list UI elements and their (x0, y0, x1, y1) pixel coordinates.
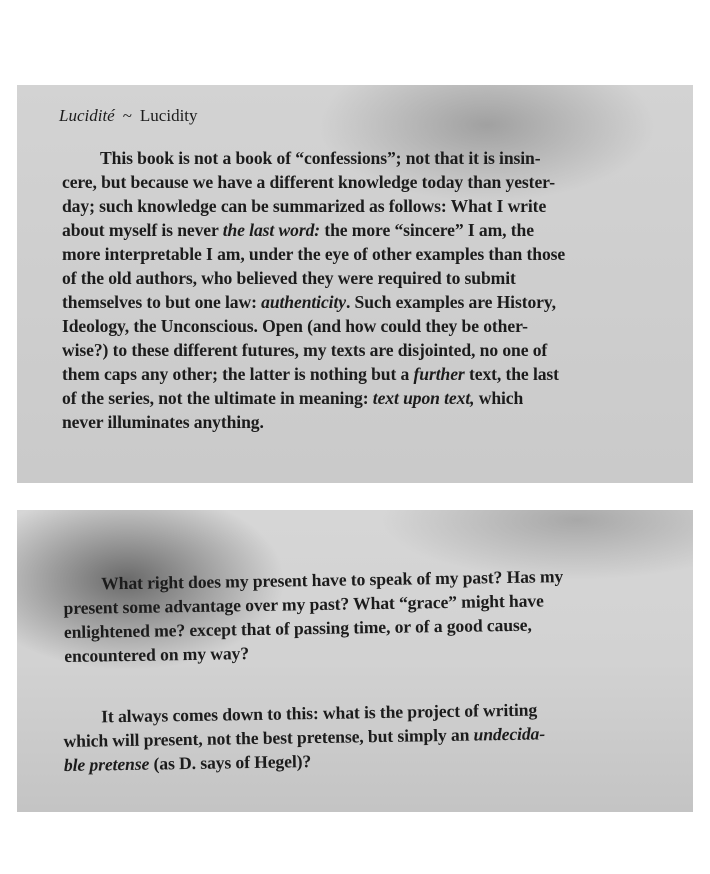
text-segment: of the series, not the ultimate in meaning: (62, 388, 373, 408)
heading-french: Lucidité (59, 106, 115, 125)
bottom-page-photo (17, 510, 693, 812)
text-segment: the more “sincere” I am, the (320, 220, 534, 240)
italic-segment: further (413, 364, 465, 384)
text-segment: themselves to but one law: (62, 292, 262, 312)
text-segment: which (474, 388, 524, 408)
text-line (62, 362, 674, 386)
main-paragraph (62, 146, 674, 434)
text-segment: about myself is never (62, 220, 223, 240)
text-line (62, 218, 674, 242)
italic-segment: ble pretense (63, 753, 150, 775)
heading-english: Lucidity (139, 106, 198, 125)
text-line: This book is not a book of “confessions”; not that it is insin- (100, 148, 541, 168)
italic-segment: undecida- (473, 723, 546, 745)
italic-segment: authenticity (261, 292, 346, 312)
text-line: It always comes down to this: what is the project of writing (101, 699, 538, 727)
text-line: What right does my present have to speak of my past? Has my (101, 566, 564, 594)
text-line: encountered on my way? (64, 643, 250, 666)
paragraph-project (63, 696, 656, 777)
heading-separator: ~ (122, 106, 132, 125)
paragraph-past (63, 563, 652, 668)
text-segment: . Such examples are History, (345, 292, 556, 312)
text-line: Ideology, the Unconscious. Open (and how could they be other- (62, 316, 528, 336)
text-segment: (as D. says of Hegel)? (149, 751, 312, 774)
text-line (62, 386, 674, 410)
text-line: of the old authors, who believed they were required to submit (62, 268, 516, 288)
text-line: more interpretable I am, under the eye of other examples than those (62, 244, 566, 264)
text-line: wise?) to these different futures, my texts are disjointed, no one of (62, 340, 548, 360)
italic-segment: the last word: (222, 220, 321, 240)
italic-segment: text upon text, (372, 388, 475, 408)
text-line: present some advantage over my past? What “grace” might have (63, 590, 544, 618)
text-segment: which will present, not the best pretense, but simply an (63, 724, 474, 751)
text-line: enlightened me? except that of passing time, or of a good cause, (63, 614, 532, 642)
text-line: never illuminates anything. (62, 412, 264, 432)
text-line (62, 290, 674, 314)
text-segment: them caps any other; the latter is nothing but a (62, 364, 414, 384)
text-line: day; such knowledge can be summarized as follows: What I write (62, 196, 547, 216)
text-segment: text, the last (464, 364, 559, 384)
text-line: cere, but because we have a different knowledge today than yester- (62, 172, 555, 192)
top-page-photo (17, 85, 693, 483)
section-heading (59, 106, 198, 126)
